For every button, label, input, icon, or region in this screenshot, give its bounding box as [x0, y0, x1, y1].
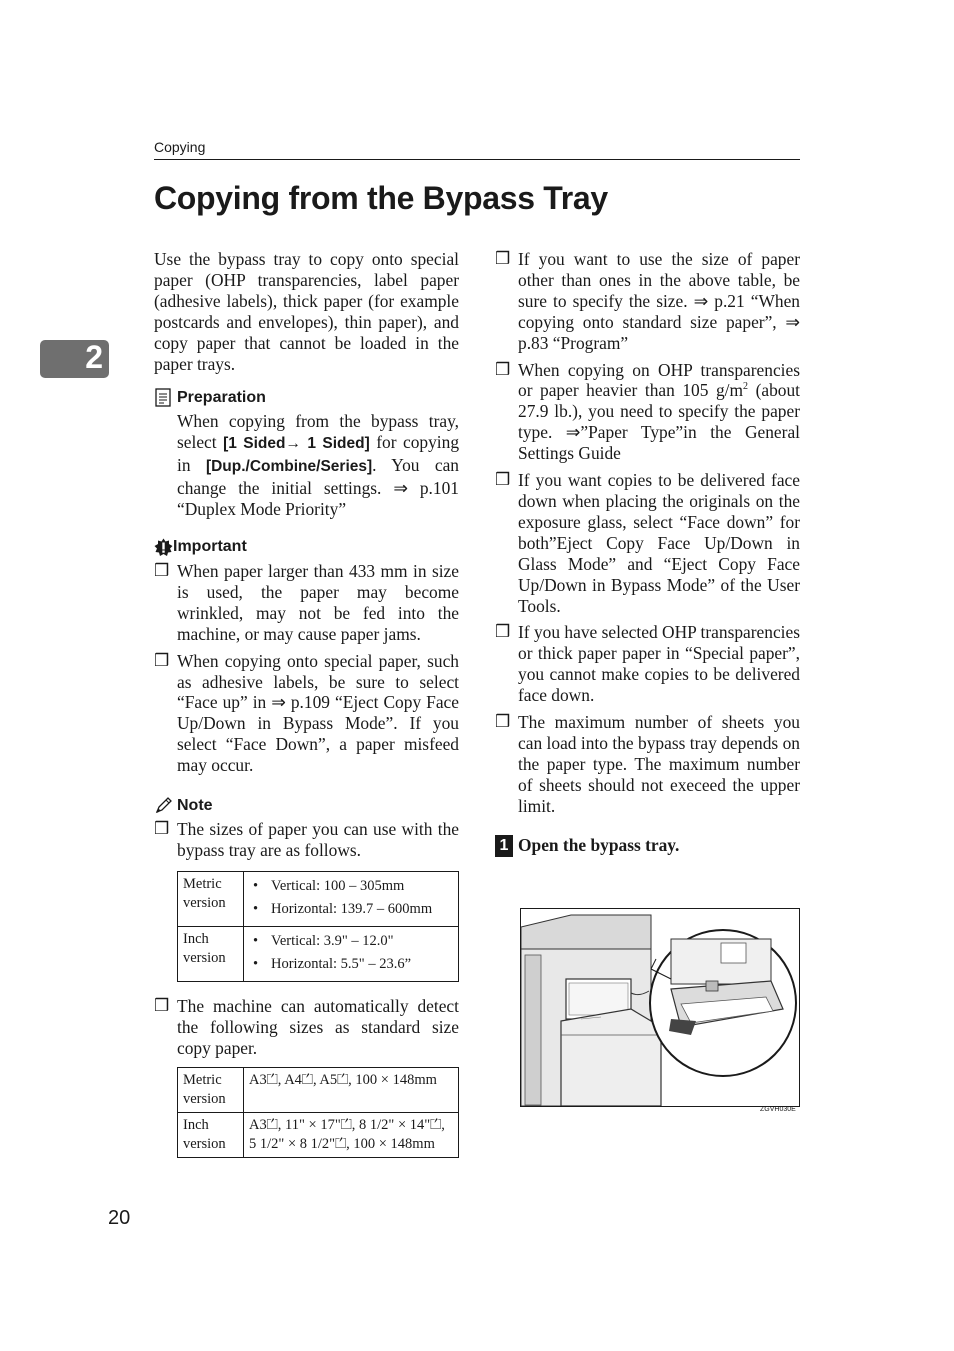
ohp-sup: 2	[743, 381, 749, 393]
chapter-tab	[40, 340, 109, 378]
note-item-text: If you want copies to be delivered face down when placing the originals on the exposure glass, select “Face down” for both”Eject Copy Face Up/Down in Glass Mode” and “Eject Copy Face Up/Down in Bypass Mode” of the User Tools.	[518, 470, 800, 616]
checkbox-bullet-icon: ❒	[495, 249, 511, 268]
step-number: 1	[495, 835, 513, 857]
note-heading	[154, 796, 459, 815]
preparation-text	[177, 411, 459, 520]
table-row	[178, 1067, 459, 1112]
illustration-code: ZGVH030E	[760, 1106, 796, 1113]
step-1	[495, 835, 800, 857]
table-cell-label: Inch version	[178, 926, 244, 981]
important-item	[154, 651, 459, 776]
note-item-text: If you have selected OHP transparencies or thick paper paper in “Special paper”, you cannot make copies to be delivered face down.	[518, 622, 800, 706]
table-cell-label: Metric version	[178, 871, 244, 926]
intro-paragraph: Use the bypass tray to copy onto special paper (OHP transparencies, label paper (adhesive labels), thick paper (for example postcards and envelopes), thin paper), and copy paper that cannot be loaded in the paper trays.	[154, 249, 459, 374]
chapter-number: 2	[85, 339, 103, 375]
page-title: Copying from the Bypass Tray	[154, 180, 608, 216]
header-rule	[154, 159, 800, 160]
right-column	[495, 249, 800, 857]
table-row	[178, 1112, 459, 1157]
prep-text-3: . You can change the initial settings. ⇒ p.101 “Duplex Mode Priority”	[177, 455, 459, 520]
size-value: • Vertical: 100 – 305mm	[271, 877, 453, 896]
note-item	[154, 819, 459, 861]
note-item-text: The sizes of paper you can use with the bypass tray are as follows.	[177, 819, 459, 860]
checkbox-bullet-icon: ❒	[495, 712, 511, 732]
running-header: Copying	[154, 139, 206, 155]
checkbox-bullet-icon: ❒	[495, 359, 511, 379]
note-item	[495, 622, 800, 706]
page-number: 20	[108, 1207, 131, 1229]
table-row	[178, 871, 459, 926]
note-item	[495, 470, 800, 616]
important-item	[154, 561, 459, 645]
table-cell-label: Metric version	[178, 1067, 244, 1112]
left-column	[154, 249, 459, 1172]
size-value: • Vertical: 3.9" – 12.0"	[271, 932, 453, 951]
preparation-label: Preparation	[177, 388, 266, 406]
table-cell-label: Inch version	[178, 1112, 244, 1157]
note-item-text: The maximum number of sheets you can load into the bypass tray depends on the paper type. The maximum number of sheets should not execeed the upper limit.	[518, 712, 800, 816]
checkbox-bullet-icon: ❒	[154, 995, 170, 1015]
note-item	[154, 996, 459, 1059]
table-cell-value: A3⏍, A4⏍, A5⏍, 100 × 148mm	[244, 1067, 459, 1112]
copier-drawing	[521, 909, 799, 1106]
note-label: Note	[177, 796, 213, 814]
note-item-text	[518, 360, 800, 465]
prep-text-2: for copying in	[177, 432, 460, 476]
size-value: • Horizontal: 5.5" – 23.6”	[271, 955, 453, 974]
important-item-text: When paper larger than 433 mm in size is used, the paper may become wrinkled, may not be fed into the machine, or may cause paper jams.	[177, 560, 459, 644]
size-value: • Horizontal: 139.7 – 600mm	[271, 900, 453, 919]
paper-sizes-table	[177, 871, 459, 982]
note-item	[495, 712, 800, 817]
step-text: Open the bypass tray.	[518, 835, 680, 856]
checkbox-bullet-icon: ❒	[495, 622, 511, 642]
note-item-text: The machine can automatically detect the following sizes as standard size copy paper.	[177, 995, 459, 1058]
important-item-text: When copying onto special paper, such as adhesive labels, be sure to select “Face up” in ⇒ p.109 “Eject Copy Face Up/Down in Bypass Mode”. If you select “Face Down”, a paper misfeed may occur.	[177, 650, 459, 776]
key-1-sided: [1 Sided→ 1 Sided]	[223, 435, 370, 453]
checkbox-bullet-icon: ❒	[154, 819, 170, 839]
preparation-heading	[154, 388, 459, 407]
note-item-text: If you want to use the size of paper other than ones in the above table, be sure to specify the size. ⇒ p.21 “When copying onto standard size paper”, ⇒ p.83 “Program”	[518, 249, 800, 353]
important-icon	[154, 538, 173, 557]
table-cell-value: A3⏍, 11" × 17"⏍, 8 1/2" × 14"⏍, 5 1/2" × 8 1/2"⏍, 100 × 148mm	[244, 1112, 459, 1157]
important-label: Important	[173, 538, 247, 556]
table-cell-values	[244, 926, 459, 981]
table-cell-values	[244, 871, 459, 926]
ohp-text-2: (about 27.9 lb.), you need to specify the paper type. ⇒”Paper Type”in the General Settings Guide	[518, 380, 800, 464]
checkbox-bullet-icon: ❒	[154, 560, 170, 580]
important-heading	[154, 538, 459, 557]
key-dup-combine: [Dup./Combine/Series]	[205, 458, 373, 476]
bypass-tray-illustration	[520, 908, 800, 1107]
pencil-icon	[154, 796, 173, 815]
standard-sizes-table	[177, 1067, 459, 1158]
checkbox-bullet-icon: ❒	[154, 650, 170, 670]
table-row	[178, 926, 459, 981]
ohp-text-1: When copying on OHP transparencies or paper heavier than 105 g/m	[518, 359, 800, 401]
prep-text-1: When copying from the bypass tray, select	[177, 411, 459, 453]
note-item	[495, 360, 800, 465]
notepad-icon	[154, 388, 173, 407]
note-item	[495, 249, 800, 354]
checkbox-bullet-icon: ❒	[495, 470, 511, 490]
